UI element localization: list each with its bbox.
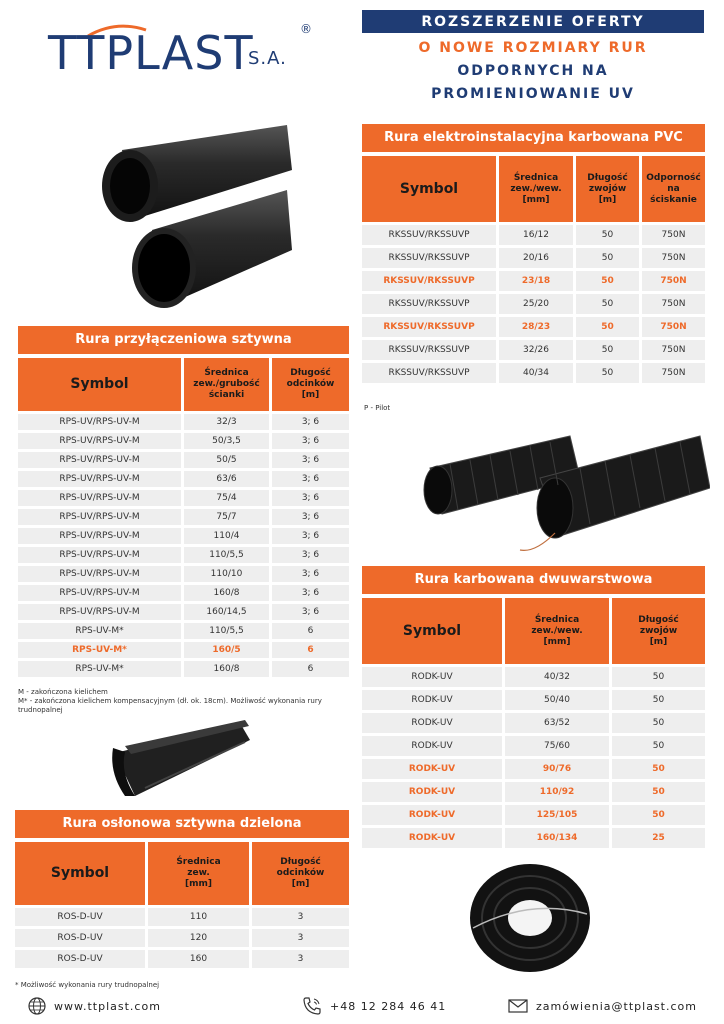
rks-cell: 50 <box>576 225 639 245</box>
rps-row <box>18 623 349 639</box>
rodk-cell: 50 <box>612 759 705 779</box>
rosd-cell: ROS-D-UV <box>15 908 145 926</box>
rps-row <box>18 414 349 430</box>
rodk-cell: 50 <box>612 713 705 733</box>
corrugated-pipe-image <box>420 428 710 558</box>
rps-cell: RPS-UV/RPS-UV-M <box>18 566 181 582</box>
rodk-cell: 50 <box>612 782 705 802</box>
table-rodk-header <box>362 598 705 664</box>
coil-pipe-image <box>465 858 595 978</box>
rks-cell: 50 <box>576 271 639 291</box>
rps-row <box>18 490 349 506</box>
rps-cell: 3; 6 <box>272 604 349 620</box>
globe-icon <box>28 997 46 1015</box>
logo-sa: S.A. <box>248 48 287 69</box>
rodk-cell: RODK-UV <box>362 805 502 825</box>
rks-cell: 750N <box>642 248 705 268</box>
table-rks-header <box>362 156 705 222</box>
rps-row <box>18 433 349 449</box>
rps-cell: 160/8 <box>184 661 269 677</box>
rps-header-diameter: Średnica zew./grubość ścianki <box>184 358 269 411</box>
rps-note-1: M - zakończona kielichem <box>18 688 108 696</box>
table-rks-title: Rura elektroinstalacyjna karbowana PVC <box>362 124 705 152</box>
phone-icon <box>302 996 322 1016</box>
rps-cell: 3; 6 <box>272 414 349 430</box>
headline-line-4: PROMIENIOWANIE UV <box>431 86 635 102</box>
rosd-note: * Możliwość wykonania rury trudnopalnej <box>15 981 160 989</box>
rks-note: P - Pilot <box>364 404 391 412</box>
rks-cell: 16/12 <box>499 225 573 245</box>
rps-cell: RPS-UV/RPS-UV-M <box>18 433 181 449</box>
rks-cell: RKSSUV/RKSSUVP <box>362 340 496 360</box>
rodk-row <box>362 736 705 756</box>
rps-row <box>18 528 349 544</box>
rps-note-2: M* - zakończona kielichem kompensacyjnym (dł. ok. 18cm). Możliwość wykonania rury trudnopalnej <box>18 697 322 714</box>
rodk-cell: RODK-UV <box>362 828 502 848</box>
rks-cell: 23/18 <box>499 271 573 291</box>
rosd-cell: 3 <box>252 908 349 926</box>
table-rps <box>18 326 349 677</box>
rks-cell: 750N <box>642 225 705 245</box>
rps-row <box>18 547 349 563</box>
rks-cell: RKSSUV/RKSSUVP <box>362 271 496 291</box>
rodk-cell: RODK-UV <box>362 782 502 802</box>
rosd-row <box>15 908 349 926</box>
rosd-header-symbol: Symbol <box>15 842 145 905</box>
rigid-pipe-image <box>92 120 292 315</box>
rps-cell: RPS-UV-M* <box>18 642 181 658</box>
rks-row <box>362 225 705 245</box>
rps-cell: 63/6 <box>184 471 269 487</box>
rps-row <box>18 509 349 525</box>
rps-cell: 3; 6 <box>272 433 349 449</box>
rosd-cell: 120 <box>148 929 249 947</box>
rps-cell: 6 <box>272 642 349 658</box>
split-pipe-image <box>105 718 255 808</box>
rodk-row <box>362 690 705 710</box>
rps-cell: 75/4 <box>184 490 269 506</box>
table-rps-header <box>18 358 349 411</box>
rps-row <box>18 604 349 620</box>
rks-cell: 750N <box>642 294 705 314</box>
rps-cell: RPS-UV/RPS-UV-M <box>18 604 181 620</box>
rps-cell: 3; 6 <box>272 471 349 487</box>
rosd-cell: 3 <box>252 950 349 968</box>
rps-cell: RPS-UV-M* <box>18 623 181 639</box>
rosd-cell: ROS-D-UV <box>15 950 145 968</box>
footer-email[interactable] <box>508 996 697 1016</box>
rks-row <box>362 248 705 268</box>
rps-cell: RPS-UV/RPS-UV-M <box>18 547 181 563</box>
rps-cell: 160/8 <box>184 585 269 601</box>
rodk-cell: 25 <box>612 828 705 848</box>
envelope-icon <box>508 999 528 1013</box>
rodk-header-symbol: Symbol <box>362 598 502 664</box>
rosd-row <box>15 929 349 947</box>
rps-cell: 160/5 <box>184 642 269 658</box>
logo-wordmark: TTPLAST <box>48 26 254 80</box>
rps-cell: 6 <box>272 661 349 677</box>
footer-website[interactable] <box>28 996 161 1016</box>
logo-registered: ® <box>300 22 312 36</box>
rps-cell: 3; 6 <box>272 509 349 525</box>
rodk-row <box>362 759 705 779</box>
footer-phone[interactable] <box>302 996 446 1016</box>
rps-cell: RPS-UV/RPS-UV-M <box>18 585 181 601</box>
table-rodk <box>362 566 705 848</box>
rosd-cell: ROS-D-UV <box>15 929 145 947</box>
rks-cell: 750N <box>642 271 705 291</box>
rps-row <box>18 585 349 601</box>
headline-line-2: O NOWE ROZMIARY RUR <box>418 40 648 56</box>
rosd-row <box>15 950 349 968</box>
rodk-cell: RODK-UV <box>362 736 502 756</box>
rps-cell: RPS-UV/RPS-UV-M <box>18 490 181 506</box>
rps-cell: 160/14,5 <box>184 604 269 620</box>
rodk-row <box>362 828 705 848</box>
rks-row <box>362 271 705 291</box>
rps-row <box>18 452 349 468</box>
rodk-cell: RODK-UV <box>362 759 502 779</box>
rks-cell: 50 <box>576 317 639 337</box>
rodk-cell: 75/60 <box>505 736 609 756</box>
rps-row <box>18 566 349 582</box>
rks-row <box>362 340 705 360</box>
headline <box>362 10 704 102</box>
rks-row <box>362 363 705 383</box>
rodk-cell: RODK-UV <box>362 690 502 710</box>
rodk-cell: 50 <box>612 736 705 756</box>
rks-cell: 750N <box>642 363 705 383</box>
rks-cell: 28/23 <box>499 317 573 337</box>
rosd-header-diameter: Średnica zew. [mm] <box>148 842 249 905</box>
rps-notes <box>18 688 358 715</box>
table-rodk-title: Rura karbowana dwuwarstwowa <box>362 566 705 594</box>
rps-cell: 75/7 <box>184 509 269 525</box>
rodk-header-diameter: Średnica zew./wew. [mm] <box>505 598 609 664</box>
table-rks <box>362 124 705 383</box>
rps-row <box>18 471 349 487</box>
rks-cell: 750N <box>642 317 705 337</box>
rps-cell: 3; 6 <box>272 547 349 563</box>
rks-cell: RKSSUV/RKSSUVP <box>362 225 496 245</box>
rps-cell: 110/4 <box>184 528 269 544</box>
rps-cell: 6 <box>272 623 349 639</box>
rodk-cell: RODK-UV <box>362 713 502 733</box>
rodk-cell: 40/32 <box>505 667 609 687</box>
rps-cell: RPS-UV/RPS-UV-M <box>18 414 181 430</box>
rks-row <box>362 294 705 314</box>
rodk-cell: RODK-UV <box>362 667 502 687</box>
rks-cell: 50 <box>576 248 639 268</box>
rks-header-length: Długość zwojów [m] <box>576 156 639 222</box>
rks-header-diameter: Średnica zew./wew. [mm] <box>499 156 573 222</box>
rps-cell: RPS-UV/RPS-UV-M <box>18 452 181 468</box>
rks-cell: RKSSUV/RKSSUVP <box>362 363 496 383</box>
rps-cell: 3; 6 <box>272 490 349 506</box>
rps-header-length: Długość odcinków [m] <box>272 358 349 411</box>
rks-cell: RKSSUV/RKSSUVP <box>362 248 496 268</box>
rodk-cell: 125/105 <box>505 805 609 825</box>
rps-cell: RPS-UV/RPS-UV-M <box>18 509 181 525</box>
footer-email-text: zamówienia@ttplast.com <box>536 999 697 1013</box>
rodk-cell: 50 <box>612 667 705 687</box>
footer-website-text: www.ttplast.com <box>54 999 161 1013</box>
rps-header-symbol: Symbol <box>18 358 181 411</box>
rks-header-symbol: Symbol <box>362 156 496 222</box>
table-rps-title: Rura przyłączeniowa sztywna <box>18 326 349 354</box>
rks-cell: 32/26 <box>499 340 573 360</box>
rks-cell: 50 <box>576 363 639 383</box>
footer-phone-text: +48 12 284 46 41 <box>330 999 447 1013</box>
rps-row <box>18 661 349 677</box>
rks-cell: 50 <box>576 340 639 360</box>
rps-cell: 110/10 <box>184 566 269 582</box>
rosd-cell: 3 <box>252 929 349 947</box>
rks-header-pressure: Odporność na ściskanie <box>642 156 705 222</box>
rosd-cell: 160 <box>148 950 249 968</box>
rps-cell: 3; 6 <box>272 585 349 601</box>
rodk-cell: 110/92 <box>505 782 609 802</box>
rodk-row <box>362 713 705 733</box>
rks-cell: 50 <box>576 294 639 314</box>
rps-cell: 32/3 <box>184 414 269 430</box>
rodk-cell: 160/134 <box>505 828 609 848</box>
rodk-header-length: Długość zwojów [m] <box>612 598 705 664</box>
rks-cell: 40/34 <box>499 363 573 383</box>
rps-cell: 3; 6 <box>272 528 349 544</box>
rks-cell: 25/20 <box>499 294 573 314</box>
rps-cell: 50/3,5 <box>184 433 269 449</box>
rps-cell: 50/5 <box>184 452 269 468</box>
rps-cell: RPS-UV/RPS-UV-M <box>18 528 181 544</box>
rodk-cell: 63/52 <box>505 713 609 733</box>
company-logo <box>48 22 328 82</box>
table-rosd-header <box>15 842 349 905</box>
rodk-cell: 50/40 <box>505 690 609 710</box>
rks-cell: 750N <box>642 340 705 360</box>
headline-line-1: ROZSZERZENIE OFERTY <box>362 10 704 33</box>
rodk-cell: 50 <box>612 690 705 710</box>
table-rosd <box>15 810 349 968</box>
rodk-row <box>362 805 705 825</box>
rosd-header-length: Długość odcinków [m] <box>252 842 349 905</box>
rks-cell: 20/16 <box>499 248 573 268</box>
rps-cell: RPS-UV-M* <box>18 661 181 677</box>
rks-row <box>362 317 705 337</box>
rodk-cell: 50 <box>612 805 705 825</box>
rodk-row <box>362 667 705 687</box>
rodk-cell: 90/76 <box>505 759 609 779</box>
rks-cell: RKSSUV/RKSSUVP <box>362 294 496 314</box>
rps-cell: 110/5,5 <box>184 547 269 563</box>
headline-line-3: ODPORNYCH NA <box>457 63 609 79</box>
rodk-row <box>362 782 705 802</box>
table-rosd-title: Rura osłonowa sztywna dzielona <box>15 810 349 838</box>
rps-row <box>18 642 349 658</box>
rosd-cell: 110 <box>148 908 249 926</box>
rps-cell: 110/5,5 <box>184 623 269 639</box>
rks-cell: RKSSUV/RKSSUVP <box>362 317 496 337</box>
rps-cell: 3; 6 <box>272 452 349 468</box>
rps-cell: RPS-UV/RPS-UV-M <box>18 471 181 487</box>
rps-cell: 3; 6 <box>272 566 349 582</box>
